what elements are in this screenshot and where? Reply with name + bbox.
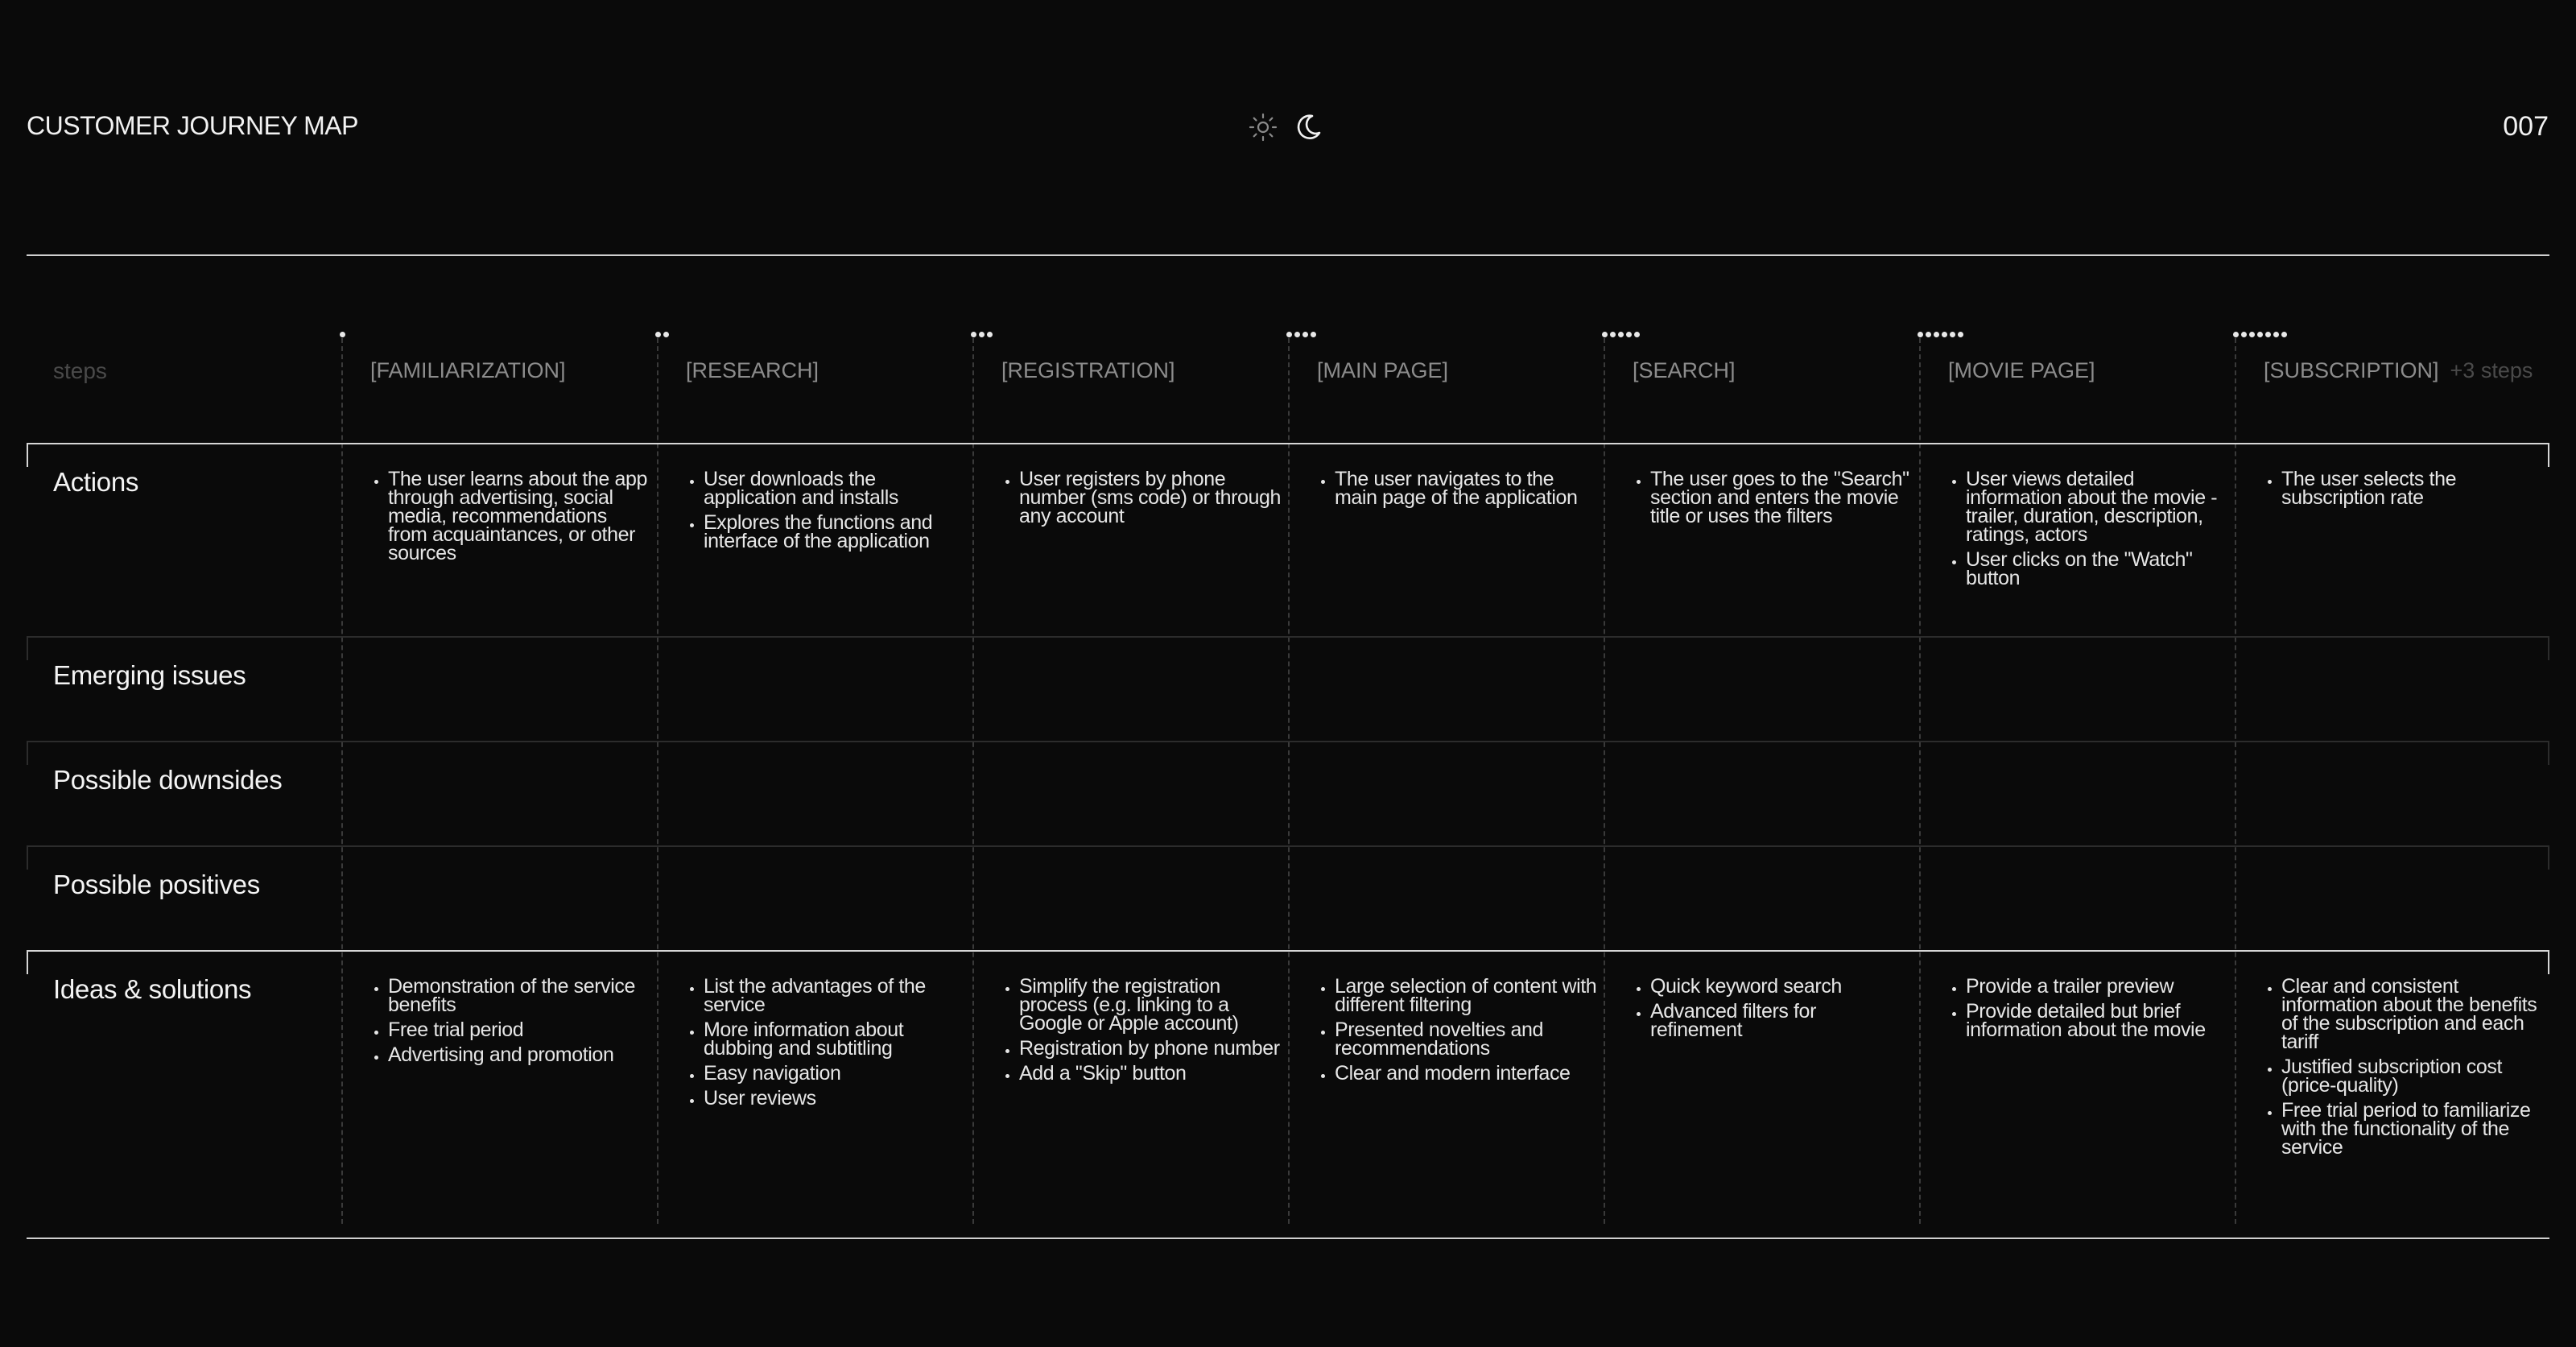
journey-cell: [1315, 977, 1597, 1089]
theme-toggle[interactable]: [1248, 111, 1323, 143]
row-label: Possible downsides: [53, 765, 283, 795]
step-dot: [1602, 332, 1608, 337]
step-header: [2264, 358, 2533, 383]
sun-icon[interactable]: [1248, 112, 1278, 143]
journey-cell: [2262, 470, 2544, 514]
step-dot: [1634, 332, 1640, 337]
step-dot: [1286, 332, 1292, 337]
list-item: • Demonstration of the service benefits: [388, 977, 650, 1014]
top-divider: [27, 254, 2549, 256]
bottom-divider: [27, 1238, 2549, 1239]
cell-list: [684, 977, 966, 1108]
list-item: • Free trial period: [388, 1021, 650, 1039]
step-dot: [2281, 332, 2287, 337]
row-label: Possible positives: [53, 870, 260, 899]
list-item: • Provide a trailer preview: [1966, 977, 2228, 996]
step-dot: [1958, 332, 1963, 337]
step-dot: [1950, 332, 1955, 337]
step-dot: [979, 332, 985, 337]
list-item: • Free trial period to familiarize with the functionality of the service: [2281, 1101, 2544, 1157]
list-item: • Provide detailed but brief information about the movie: [1966, 1002, 2228, 1039]
cell-list: [1631, 977, 1913, 1039]
step-indicator-dots: [655, 332, 669, 337]
journey-cell: [1315, 470, 1597, 514]
row-divider: [27, 741, 2549, 742]
row-label: Ideas & solutions: [53, 974, 252, 1004]
step-indicator-dots: [1918, 332, 1963, 337]
journey-cell: [369, 470, 650, 569]
cell-list: [1000, 470, 1282, 526]
cell-list: [2262, 470, 2544, 507]
step-column-divider: [1288, 338, 1290, 1224]
list-item: • Clear and modern interface: [1335, 1064, 1597, 1083]
cell-list: [369, 977, 650, 1064]
journey-cell: [1946, 470, 2228, 594]
step-dot: [2233, 332, 2239, 337]
journey-cell: [1631, 977, 1913, 1046]
list-item: • List the advantages of the service: [704, 977, 966, 1014]
step-indicator-dots: [2233, 332, 2287, 337]
list-item: • Presented novelties and recommendations: [1335, 1021, 1597, 1058]
steps-label: steps: [53, 358, 107, 383]
list-item: • User views detailed information about the movie - trailer, duration, description, ratings, actors: [1966, 470, 2228, 544]
cell-list: [1000, 977, 1282, 1083]
step-dot: [1311, 332, 1316, 337]
step-column-divider: [972, 338, 974, 1224]
cell-list: [1315, 977, 1597, 1083]
cell-list: [369, 470, 650, 563]
step-dot: [2273, 332, 2279, 337]
list-item: • The user navigates to the main page of the application: [1335, 470, 1597, 507]
step-column-divider: [1919, 338, 1921, 1224]
list-item: • The user selects the subscription rate: [2281, 470, 2544, 507]
cell-list: [684, 470, 966, 551]
step-dot: [1918, 332, 1923, 337]
step-header: [1633, 358, 1736, 383]
list-item: • The user goes to the "Search" section and enters the movie title or uses the filters: [1650, 470, 1913, 526]
list-item: • Advertising and promotion: [388, 1046, 650, 1064]
step-dot: [1926, 332, 1931, 337]
step-header-label: [SUBSCRIPTION]: [2264, 358, 2439, 382]
list-item: • Advanced filters for refinement: [1650, 1002, 1913, 1039]
page-title: CUSTOMER JOURNEY MAP: [27, 111, 358, 140]
step-dot: [1610, 332, 1616, 337]
list-item: • Large selection of content with different filtering: [1335, 977, 1597, 1014]
step-dot: [2241, 332, 2247, 337]
step-header-label: [SEARCH]: [1633, 358, 1736, 382]
journey-cell: [2262, 977, 2544, 1163]
list-item: • Add a "Skip" button: [1019, 1064, 1282, 1083]
cell-list: [2262, 977, 2544, 1157]
step-header: [370, 358, 566, 383]
list-item: • User downloads the application and installs: [704, 470, 966, 507]
step-dot: [1294, 332, 1300, 337]
row-divider: [27, 636, 2549, 638]
step-header-label: [REGISTRATION]: [1001, 358, 1175, 382]
list-item: • More information about dubbing and subtitling: [704, 1021, 966, 1058]
list-item: • Registration by phone number: [1019, 1039, 1282, 1058]
step-column-divider: [1604, 338, 1605, 1224]
step-indicator-dots: [1602, 332, 1640, 337]
journey-cell: [1631, 470, 1913, 532]
row-divider: [27, 845, 2549, 847]
list-item: • The user learns about the app through advertising, social media, recommendations from acquaintances, or other sources: [388, 470, 650, 563]
journey-cell: [1000, 977, 1282, 1089]
step-dot: [971, 332, 976, 337]
step-header: [1001, 358, 1175, 383]
step-dot: [1626, 332, 1632, 337]
step-dot: [2249, 332, 2255, 337]
list-item: • Quick keyword search: [1650, 977, 1913, 996]
journey-cell: [369, 977, 650, 1071]
step-dot: [2265, 332, 2271, 337]
row-label: Emerging issues: [53, 660, 246, 690]
step-column-divider: [2235, 338, 2236, 1224]
moon-icon[interactable]: [1293, 112, 1323, 143]
step-dot: [663, 332, 669, 337]
step-indicator-dots: [1286, 332, 1316, 337]
page-number: 007: [2503, 111, 2549, 142]
row-label: Actions: [53, 467, 139, 497]
step-dot: [1942, 332, 1947, 337]
list-item: • User clicks on the "Watch" button: [1966, 551, 2228, 588]
step-dot: [1302, 332, 1308, 337]
list-item: • User registers by phone number (sms code) or through any account: [1019, 470, 1282, 526]
cell-list: [1946, 977, 2228, 1039]
step-header-label: [RESEARCH]: [686, 358, 819, 382]
journey-cell: [1946, 977, 2228, 1046]
step-header: [686, 358, 819, 383]
step-indicator-dots: [971, 332, 993, 337]
more-steps-link[interactable]: +3 steps: [2450, 358, 2533, 382]
step-dot: [1618, 332, 1624, 337]
row-divider: [27, 950, 2549, 952]
step-header-label: [MOVIE PAGE]: [1948, 358, 2095, 382]
step-column-divider: [341, 338, 343, 1224]
row-divider: [27, 443, 2549, 444]
list-item: • Simplify the registration process (e.g. linking to a Google or Apple account): [1019, 977, 1282, 1033]
list-item: • Clear and consistent information about the benefits of the subscription and each tariff: [2281, 977, 2544, 1052]
step-dot: [2257, 332, 2263, 337]
step-dot: [1934, 332, 1939, 337]
cell-list: [1315, 470, 1597, 507]
step-header-label: [FAMILIARIZATION]: [370, 358, 566, 382]
list-item: • Explores the functions and interface of the application: [704, 514, 966, 551]
list-item: • Justified subscription cost (price-quality): [2281, 1058, 2544, 1095]
cell-list: [1631, 470, 1913, 526]
journey-cell: [1000, 470, 1282, 532]
cell-list: [1946, 470, 2228, 588]
step-header: [1317, 358, 1448, 383]
journey-cell: [684, 470, 966, 557]
step-dot: [987, 332, 993, 337]
step-dot: [655, 332, 661, 337]
list-item: • User reviews: [704, 1089, 966, 1108]
list-item: • Easy navigation: [704, 1064, 966, 1083]
step-indicator-dots: [340, 332, 345, 337]
journey-cell: [684, 977, 966, 1114]
step-column-divider: [657, 338, 658, 1224]
step-dot: [340, 332, 345, 337]
step-header: [1948, 358, 2095, 383]
step-header-label: [MAIN PAGE]: [1317, 358, 1449, 382]
